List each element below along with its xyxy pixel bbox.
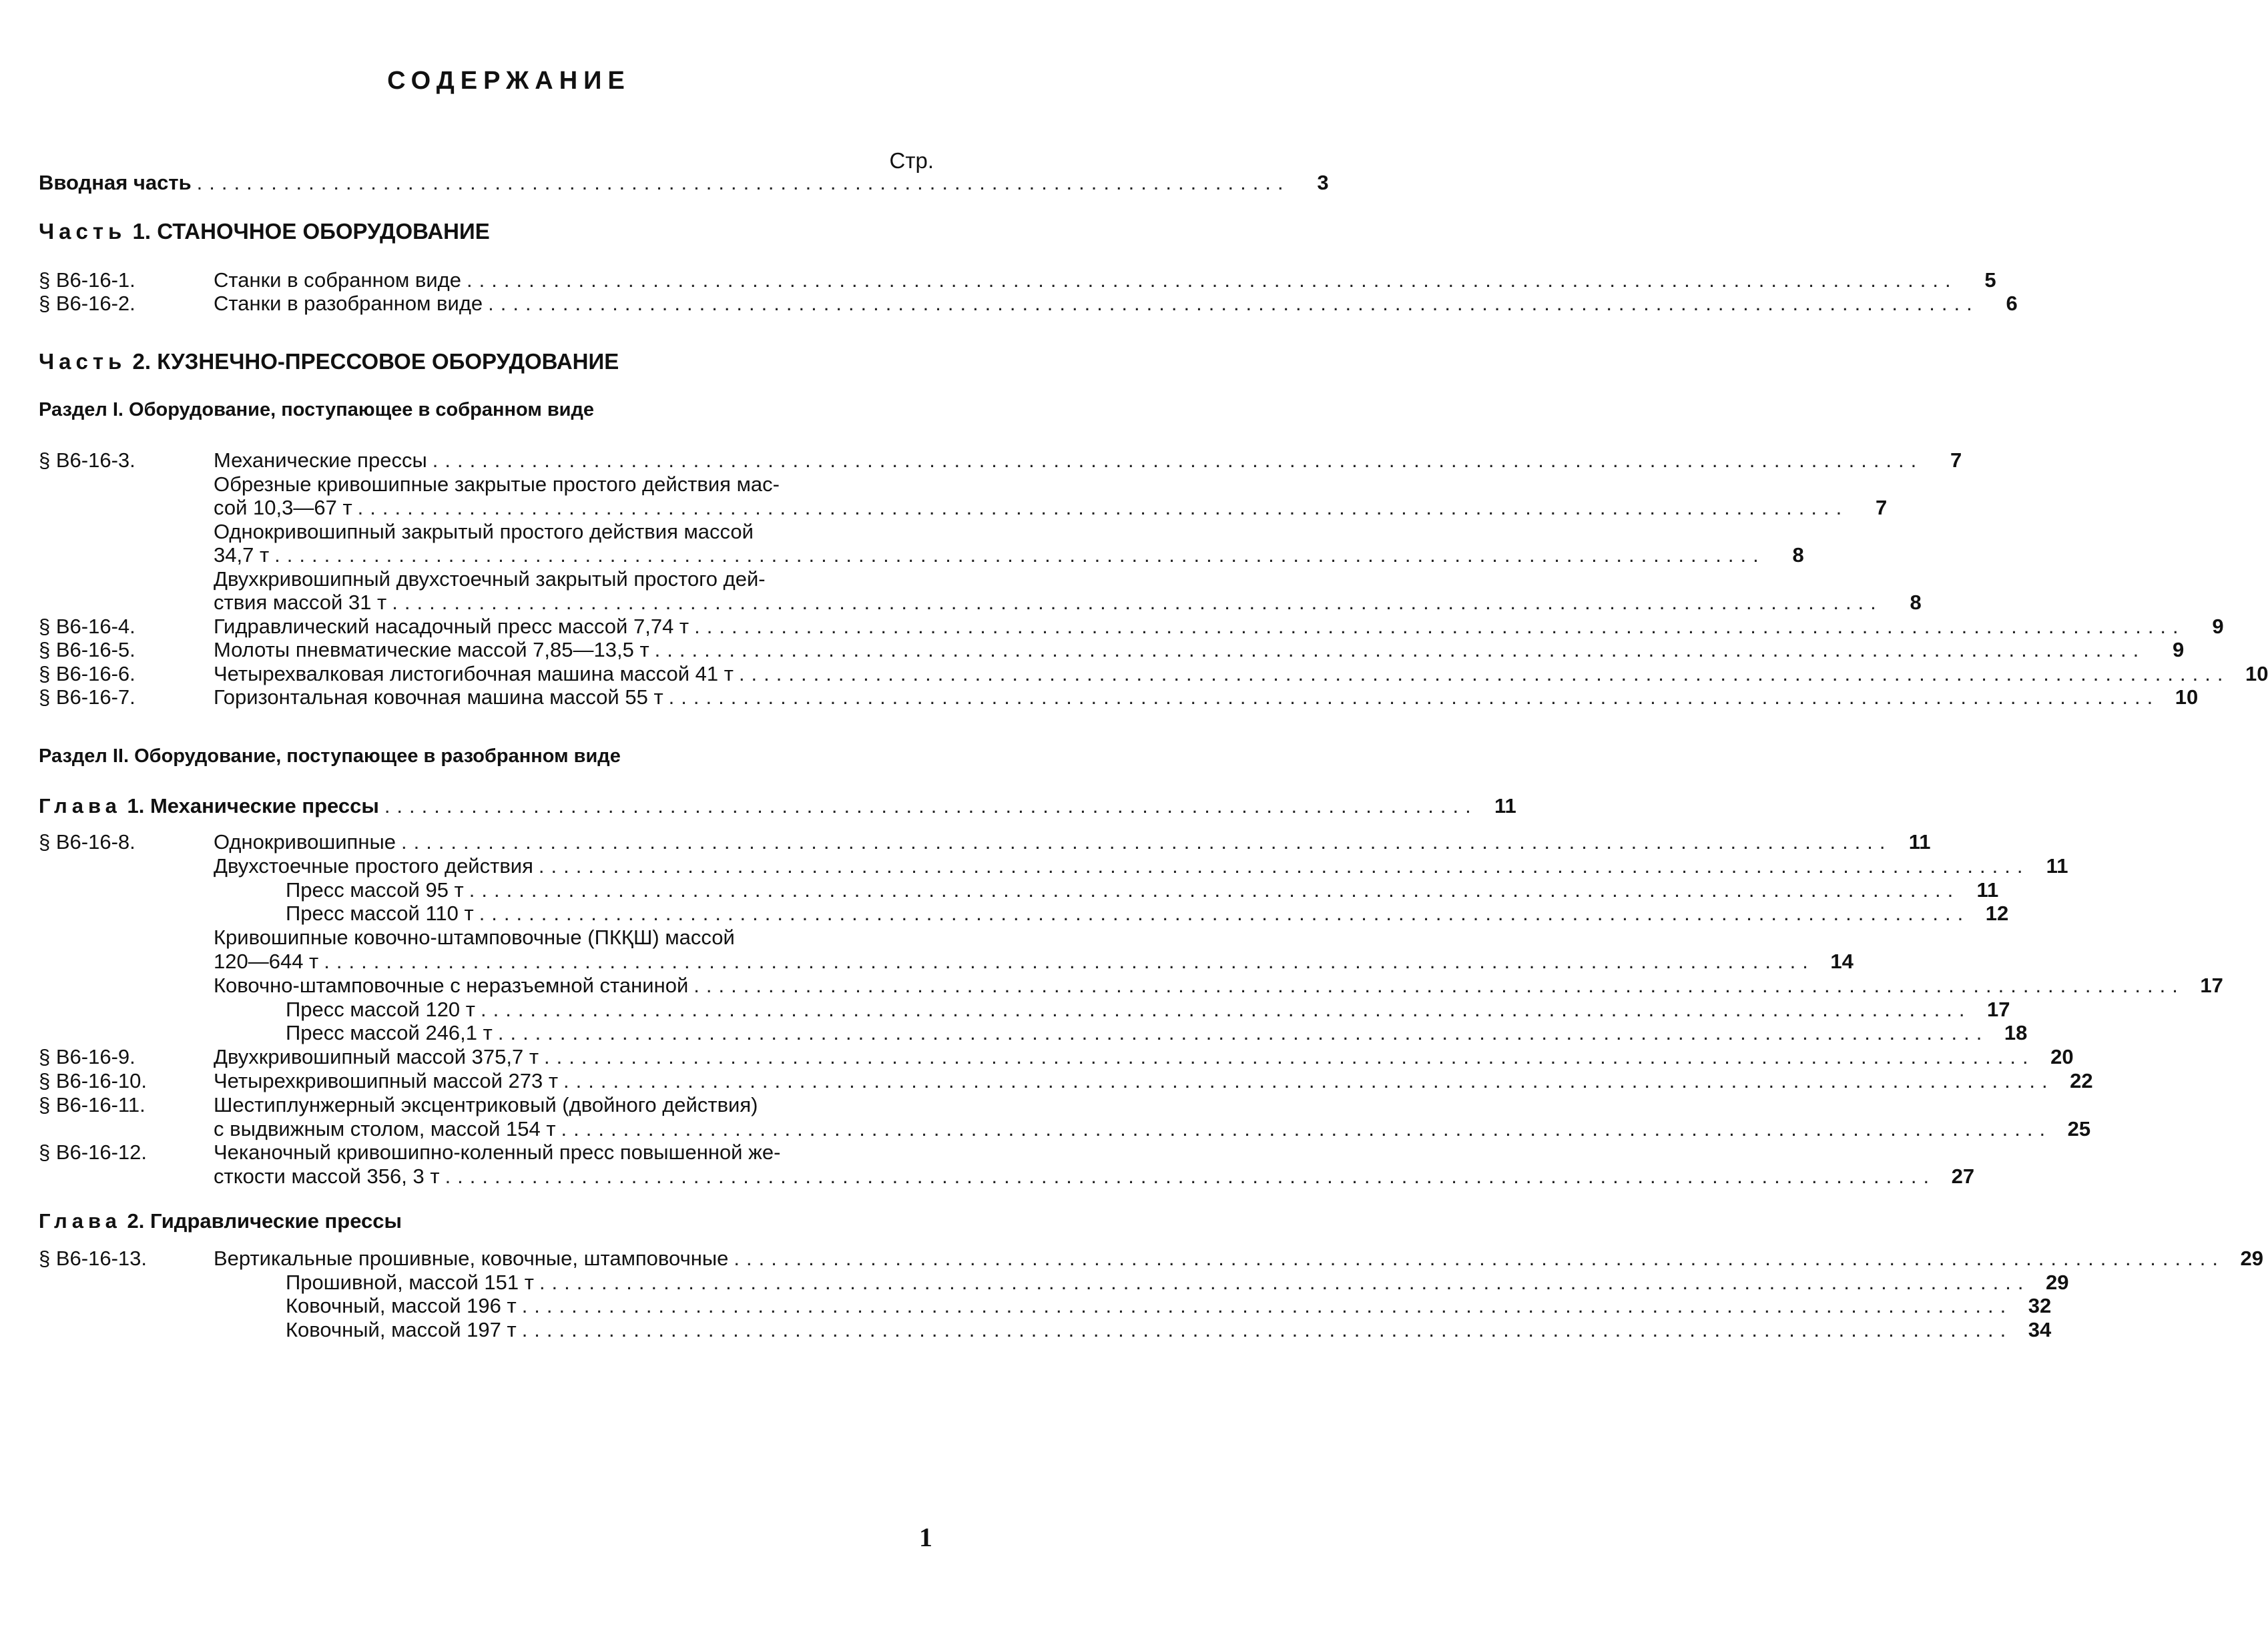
glava-prefix: Глава — [39, 794, 121, 817]
toc-entry-page: 8 — [1910, 591, 1922, 614]
toc-entry-text: Пресс массой 110 т — [286, 902, 474, 926]
toc-entry — [39, 542, 1804, 569]
leader-dots: ........................................................................................................................ — [521, 1294, 2013, 1317]
glava-title — [39, 793, 379, 819]
toc-entry-section: § В6-16-10. — [39, 1069, 147, 1092]
toc-entry-page: 8 — [1792, 543, 1804, 567]
toc-entry — [39, 900, 2009, 927]
leader-dots: ........................................................................................................................ — [445, 1165, 1936, 1189]
toc-entry-page: 9 — [2212, 614, 2224, 638]
leader-dots: ........................................................................................................................ — [734, 1247, 2225, 1270]
toc-entry-text: Механические прессы — [214, 448, 427, 472]
leader-dots: ........................................................................................................................ — [738, 661, 2230, 685]
page-number: 1 — [919, 1522, 932, 1552]
leader-dots: ........................................................................................................................ — [544, 1045, 2035, 1069]
toc-entry-section: § В6-16-2. — [39, 292, 135, 315]
toc-entry-page: 9 — [2172, 638, 2185, 661]
toc-entry-text: Однокривошипные — [214, 830, 396, 854]
leader-dots: ........................................................................................................................ — [392, 591, 1883, 614]
leader-dots: ........................................................................................................................ — [561, 1116, 2052, 1140]
toc-entry-section: § В6-16-13. — [39, 1247, 147, 1270]
toc-entry — [39, 637, 2185, 663]
toc-entry-page: 11 — [1494, 794, 1516, 817]
toc-entry-page: 17 — [2200, 973, 2223, 997]
leader-dots: ........................................................................................................................ — [694, 614, 2185, 638]
toc-entry-section: § В6-16-9. — [39, 1045, 135, 1069]
toc-entry-page: 10 — [2245, 661, 2268, 685]
toc-entry-page: 29 — [2046, 1270, 2069, 1294]
toc-entry — [39, 267, 1996, 294]
toc-entry-text: Пресс массой 246,1 т — [286, 1021, 493, 1045]
toc-entry-text: Вертикальные прошивные, ковочные, штамповочные — [214, 1247, 729, 1270]
toc-entry-text: Станки в разобранном виде — [214, 292, 483, 315]
toc-entry-section: § В6-16-12. — [39, 1140, 147, 1165]
leader-dots: ........................................................................................ — [384, 794, 1478, 817]
leader-dots: ........................................................................................................................ — [324, 950, 1815, 973]
toc-entry — [39, 996, 2010, 1023]
leader-dots: ........................................................................................................................ — [357, 496, 1849, 519]
toc-entry — [39, 471, 933, 498]
page-column-header: Стр. — [889, 148, 934, 173]
toc-entry-text: сткости массой 356, 3 т — [214, 1165, 440, 1189]
toc-entry — [39, 1293, 2052, 1319]
toc-entry-text: Горизонтальная ковочная машина массой 55 т — [214, 685, 663, 709]
toc-entry-text: Гидравлический насадочный пресс массой 7,74 т — [214, 614, 689, 638]
toc-entry — [39, 829, 1931, 856]
toc-entry-section: § В6-16-6. — [39, 661, 135, 685]
toc-entry — [39, 924, 933, 951]
toc-entry-page: 11 — [1976, 878, 1999, 902]
razdel-2-heading: Раздел II. Оборудование, поступающее в разобранном виде — [39, 745, 621, 767]
leader-dots: ........................................................................................................................ — [469, 878, 1960, 902]
toc-entry-intro — [39, 170, 1329, 196]
toc-entry — [39, 877, 1999, 904]
toc-entry — [39, 566, 933, 593]
leader-dots: ........................................................................................................................ — [479, 902, 1970, 926]
toc-entry-text: Двухкривошипный двухстоечный закрытый простого дей- — [214, 567, 766, 591]
toc-entry-page: 22 — [2070, 1069, 2093, 1092]
part-2-heading — [39, 349, 619, 374]
toc-entry-page: 17 — [1987, 997, 2010, 1021]
leader-dots: ........................................................................................................................ — [497, 1021, 1989, 1045]
leader-dots: ........................................................................................................................ — [563, 1069, 2054, 1092]
leader-dots: ........................................................................................ — [196, 171, 1290, 194]
leader-dots: ........................................................................................................................ — [693, 973, 2185, 997]
toc-entry — [39, 589, 1922, 616]
toc-entry-page: 32 — [2028, 1294, 2052, 1317]
toc-entry-text: сой 10,3—67 т — [214, 496, 352, 519]
toc-entry-text: Станки в собранном виде — [214, 268, 462, 292]
toc-entry-text: Четырехкривошипный массой 273 т — [214, 1069, 559, 1092]
part-prefix: Часть — [39, 349, 127, 374]
toc-entry — [39, 519, 933, 545]
part-prefix: Часть — [39, 219, 127, 244]
toc-entry-text: Пресс массой 95 т — [286, 878, 464, 902]
toc-entry-page: 12 — [1985, 902, 2009, 926]
toc-entry-text: ствия массой 31 т — [214, 591, 387, 614]
toc-entry-text: Однокривошипный закрытый простого действия массой — [214, 519, 754, 543]
toc-entry — [39, 1245, 2263, 1272]
toc-entry-section: § В6-16-4. — [39, 614, 135, 638]
toc-entry-page: 7 — [1950, 448, 1962, 472]
toc-entry-section: § В6-16-1. — [39, 268, 135, 292]
glava-prefix: Глава — [39, 1209, 121, 1233]
toc-entry-page: 29 — [2240, 1247, 2263, 1270]
leader-dots: ........................................................................................................................ — [488, 292, 1979, 315]
toc-entry-text: Кривошипные ковочно-штамповочные (ПКҚШ) массой — [214, 926, 735, 950]
toc-entry-text: 34,7 т — [214, 543, 270, 567]
glava-title-text: 1. Механические прессы — [127, 794, 379, 817]
toc-entry-text: Прошивной, массой 151 т — [286, 1270, 534, 1294]
razdel-1-heading: Раздел I. Оборудование, поступающее в собранном виде — [39, 399, 595, 420]
toc-entry — [39, 290, 2018, 317]
glava-title-text: 2. Гидравлические прессы — [127, 1209, 402, 1233]
toc-entry-text: Ковочный, массой 196 т — [286, 1294, 517, 1317]
leader-dots: ........................................................................................................................ — [432, 448, 1924, 472]
toc-entry-section: § В6-16-7. — [39, 685, 135, 709]
toc-entry-text: Вводная часть — [39, 171, 192, 194]
toc-entry — [39, 1163, 1975, 1190]
toc-entry — [39, 1139, 933, 1166]
toc-entry-text: Четырехвалковая листогибочная машина массой 41 т — [214, 661, 734, 685]
toc-entry — [39, 447, 1962, 474]
toc-entry-page: 3 — [1317, 171, 1329, 194]
toc-entry-page: 18 — [2004, 1021, 2028, 1045]
toc-entry — [39, 661, 2268, 687]
page-title: СОДЕРЖАНИЕ — [387, 67, 631, 95]
glava-2-heading — [39, 1209, 402, 1233]
toc-entry-page: 6 — [2006, 292, 2018, 315]
toc-entry — [39, 1116, 2091, 1142]
toc-entry — [39, 613, 2224, 640]
part-title: 2. КУЗНЕЧНО-ПРЕССОВОЕ ОБОРУДОВАНИЕ — [132, 349, 619, 374]
toc-entry-text: Ковочно-штамповочные с неразъемной станиной — [214, 973, 689, 997]
leader-dots: ........................................................................................................................ — [521, 1317, 2013, 1341]
toc-entry-text: Шестиплунжерный эксцентриковый (двойного действия) — [214, 1092, 758, 1116]
leader-dots: ........................................................................................................................ — [538, 854, 2030, 878]
toc-entry-text: Пресс массой 120 т — [286, 997, 475, 1021]
toc-entry-text: Двухстоечные простого действия — [214, 854, 533, 878]
leader-dots: ........................................................................................................................ — [467, 268, 1958, 292]
leader-dots: ........................................................................................................................ — [400, 830, 1892, 854]
leader-dots: ........................................................................................................................ — [480, 997, 1972, 1021]
toc-entry-text: Молоты пневматические массой 7,85—13,5 т — [214, 638, 649, 661]
toc-entry — [39, 1092, 933, 1118]
toc-entry — [39, 1020, 2028, 1046]
toc-entry — [39, 948, 1854, 975]
toc-entry — [39, 972, 2223, 999]
leader-dots: ........................................................................................................................ — [274, 543, 1765, 567]
toc-entry-page: 10 — [2175, 685, 2199, 709]
toc-entry — [39, 1269, 2069, 1296]
toc-entry-page: 25 — [2067, 1116, 2091, 1140]
leader-dots: ........................................................................................................................ — [654, 638, 2146, 661]
toc-entry-text: Ковочный, массой 197 т — [286, 1317, 517, 1341]
toc-entry-page: 14 — [1830, 950, 1854, 973]
toc-entry-text: Двухкривошипный массой 375,7 т — [214, 1045, 539, 1069]
toc-entry-page: 34 — [2028, 1317, 2052, 1341]
toc-entry-page: 7 — [1875, 496, 1888, 519]
toc-entry-text: Обрезные кривошипные закрытые простого действия мас- — [214, 472, 780, 496]
part-title: 1. СТАНОЧНОЕ ОБОРУДОВАНИЕ — [132, 219, 490, 244]
leader-dots: ........................................................................................................................ — [668, 685, 2160, 709]
toc-entry — [39, 495, 1888, 521]
toc-entry-section: § В6-16-11. — [39, 1092, 146, 1116]
toc-entry-section: § В6-16-3. — [39, 448, 135, 472]
toc-entry-page: 27 — [1951, 1165, 1975, 1189]
toc-entry-text: 120—644 т — [214, 950, 319, 973]
glava-1-heading — [39, 793, 1516, 819]
toc-entry-section: § В6-16-8. — [39, 830, 135, 854]
toc-entry-text: Чеканочный кривошипно-коленный пресс повышенной же- — [214, 1140, 781, 1165]
toc-entry — [39, 1317, 2052, 1343]
toc-entry-page: 11 — [1908, 830, 1931, 854]
toc-entry-text: с выдвижным столом, массой 154 т — [214, 1116, 556, 1140]
toc-entry-page: 20 — [2050, 1045, 2074, 1069]
toc-entry — [39, 1068, 2093, 1094]
leader-dots: ........................................................................................................................ — [539, 1270, 2030, 1294]
toc-entry — [39, 853, 2068, 880]
part-1-heading — [39, 219, 490, 244]
toc-entry — [39, 684, 2199, 711]
toc-entry — [39, 1044, 2074, 1070]
toc-entry-page: 11 — [2046, 854, 2068, 878]
toc-entry-section: § В6-16-5. — [39, 638, 135, 661]
toc-entry-page: 5 — [1984, 268, 1996, 292]
